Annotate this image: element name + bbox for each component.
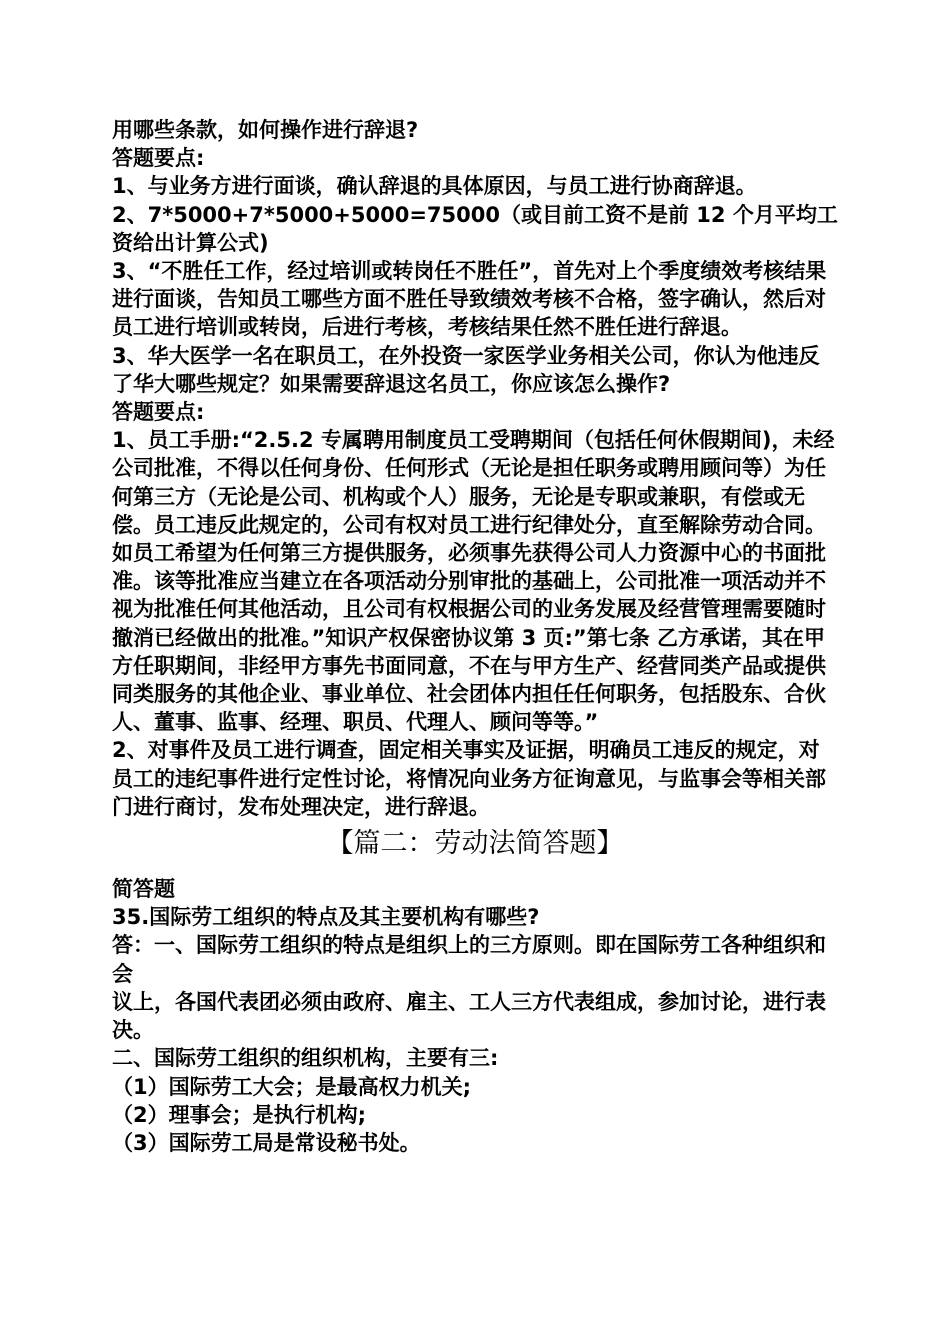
paragraph: 35.国际劳工组织的特点及其主要机构有哪些?: [112, 905, 540, 930]
paragraph: 2、7*5000+7*5000+5000=75000（或目前工资不是前 12 个月平均工资给出计算公式): [112, 202, 838, 255]
paragraph: （2）理事会；是执行机构;: [112, 1102, 367, 1127]
section-heading: 【篇二：劳动法简答题】: [326, 828, 624, 860]
paragraph: 答题要点:: [112, 400, 205, 425]
paragraph: 1、与业务方进行面谈，确认辞退的具体原因，与员工进行协商辞退。: [112, 174, 757, 199]
paragraph: （1）国际劳工大会；是最高权力机关;: [112, 1074, 472, 1099]
paragraph: 答题要点:: [112, 146, 205, 171]
paragraph: 议上，各国代表团必须由政府、雇主、工人三方代表组成，参加讨论，进行表决。: [112, 989, 826, 1043]
paragraph: （3）国际劳工局是常设秘书处。: [112, 1130, 421, 1155]
paragraph: 简答题: [112, 877, 175, 902]
paragraph: 3、华大医学一名在职员工，在外投资一家医学业务相关公司，你认为他违反了华大哪些规定？如果需要辞退这名员工，你应该怎么操作?: [112, 343, 820, 396]
paragraph: 3、“不胜任工作，经过培训或转岗任不胜任”，首先对上个季度绩效考核结果进行面谈，告知员工哪些方面不胜任导致绩效考核不合格，签字确认，然后对员工进行培训或转岗，后进行考核，考核结果任然不胜任进行辞退。: [112, 259, 827, 340]
paragraph: 答：一、国际劳工组织的特点是组织上的三方原则。即在国际劳工各种组织和会: [112, 933, 826, 986]
paragraph: 1、员工手册:“2.5.2 专属聘用制度员工受聘期间（包括任何休假期间)，未经公司批准，不得以任何身份、任何形式（无论是担任职务或聘用顾问等）为任何第三方（无论是公司、机构或个人）服务，无论是专职或兼职，有偿或无偿。员工违反此规定的，公司有权对员工进行纪律处分，直至解除劳动合同。如员工希望为任何第三方提供服务，必须事先获得公司人力资源中心的书面批准。该等批准应当建立在各项活动分别审批的基础上，公司批准一项活动并不视为批准任何其他活动，且公司有权根据公司的业务发展及经营管理需要随时撤消已经做出的批准。”知识产权保密协议第 3 页:”第七条 乙方承诺，其在甲方任职期间，非经甲方事先书面同意，不在与甲方生产、经营同类产品或提供同类服务的其他企业、事业单位、社会团体内担任任何职务，包括股东、合伙人、董事、监事、经理、职员、代理人、顾问等等。”: [112, 428, 835, 735]
paragraph: 用哪些条款，如何操作进行辞退?: [112, 118, 419, 142]
document-body: [112, 116, 838, 1157]
paragraph: 二、国际劳工组织的组织机构，主要有三:: [112, 1046, 499, 1071]
paragraph: 2、对事件及员工进行调查，固定相关事实及证据，明确员工违反的规定，对员工的违纪事件进行定性讨论，将情况向业务方征询意见，与监事会等相关部门进行商讨，发布处理决定，进行辞退。: [112, 738, 826, 819]
